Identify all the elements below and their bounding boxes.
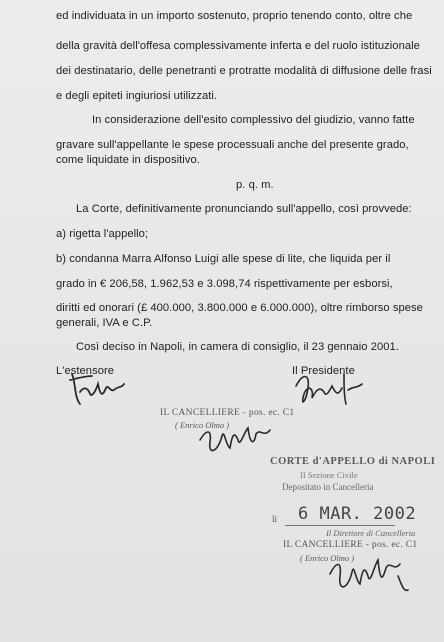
estensore-label: L'estensore: [56, 365, 115, 377]
cancelliere-name-2: ( Enrico Olmo ): [300, 553, 355, 563]
cancelliere-stamp-2: IL CANCELLIERE - pos. ec. C1: [283, 540, 418, 550]
presidente-label: Il Presidente: [292, 365, 355, 377]
text-line: e degli epiteti ingiuriosi utilizzati.: [56, 90, 218, 102]
text-line: della gravità dell'offesa complessivamente inferta e del ruolo istituzionale: [56, 40, 420, 52]
date-underline: [285, 525, 395, 526]
text-line: a) rigetta l'appello;: [56, 228, 149, 240]
text-line: Così deciso in Napoli, in camera di consiglio, il 23 gennaio 2001.: [76, 341, 399, 353]
il-label: li: [272, 514, 278, 524]
corte-stamp-title: CORTE d'APPELLO di NAPOLI: [270, 456, 436, 467]
text-line: In considerazione dell'esito complessivo del giudizio, vanno fatte: [92, 114, 415, 126]
cancelliere-stamp: IL CANCELLIERE - pos. ec. C1: [160, 408, 295, 418]
text-line: b) condanna Marra Alfonso Luigi alle spese di lite, che liquida per il: [56, 253, 391, 265]
cancelliere-name: ( Enrico Olmo ): [175, 420, 230, 430]
direttore-label: Il Direttore di Cancelleria: [326, 528, 416, 538]
text-line: gravare sull'appellante le spese processuali anche del presente grado,: [56, 139, 409, 151]
pqm-heading: p. q. m.: [236, 179, 274, 191]
corte-stamp-sezione: II Sezione Civile: [300, 470, 358, 480]
presidente-signature: [292, 368, 372, 412]
text-line: grado in € 206,58, 1.962,53 e 3.098,74 rispettivamente per esborsi,: [56, 278, 393, 290]
text-line: diritti ed onorari (£ 400.000, 3.800.000 e 6.000.000), oltre rimborso spese: [56, 302, 423, 314]
text-line: La Corte, definitivamente pronunciando sull'appello, così provvede:: [76, 203, 412, 215]
text-line: generali, IVA e C.P.: [56, 317, 153, 329]
depositato-label: Depositato in Cancelleria: [282, 482, 374, 492]
deposit-date: 6 MAR. 2002: [298, 504, 417, 524]
text-line: dei destinatario, delle penetranti e protratte modalità di diffusione delle frasi: [56, 65, 432, 77]
estensore-signature: [66, 370, 136, 410]
cancelliere-signature-2: [322, 546, 412, 602]
text-line: ed individuata in un importo sostenuto, proprio tenendo conto, oltre che: [56, 10, 413, 22]
cancelliere-signature: [196, 418, 276, 462]
text-line: come liquidate in dispositivo.: [56, 154, 200, 166]
